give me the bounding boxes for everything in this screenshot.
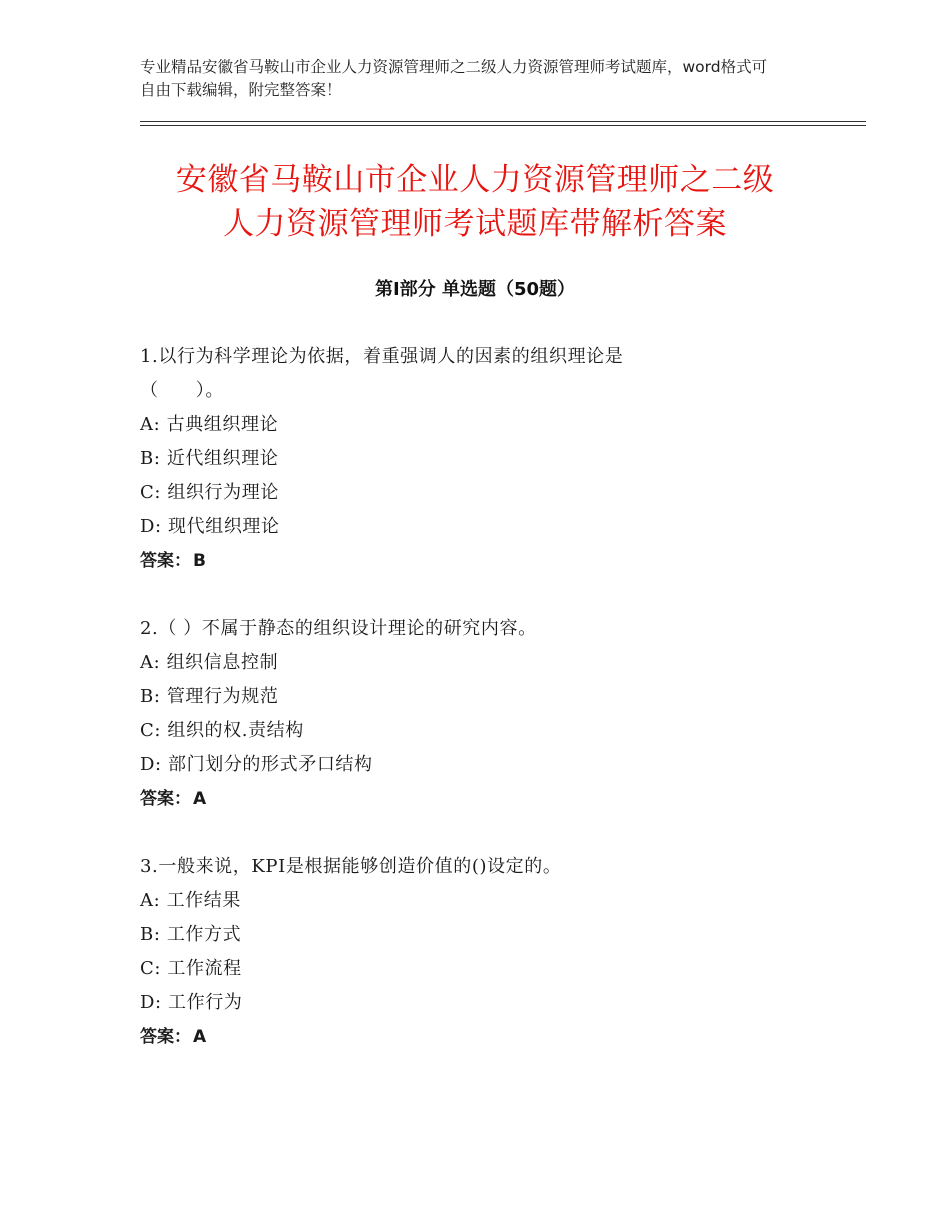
- question-list: [140, 340, 840, 1088]
- option-d: D: 部门划分的形式矛口结构: [140, 754, 373, 775]
- title-line-1: 安徽省马鞍山市企业人力资源管理师之二级: [175, 162, 775, 198]
- option-a: A: 工作结果: [140, 890, 241, 911]
- header-note: 专业精品安徽省马鞍山市企业人力资源管理师之二级人力资源管理师考试题库，word格式可自由下载编辑，附完整答案！: [140, 58, 768, 99]
- question-stem: 1.以行为科学理论为依据，着重强调人的因素的组织理论是: [140, 346, 624, 367]
- answer-value: A: [193, 1027, 207, 1047]
- question-stem-continued: （ ）。: [140, 380, 224, 401]
- document-title: [100, 158, 850, 246]
- title-line-2: 人力资源管理师考试题库带解析答案: [223, 206, 727, 242]
- answer-value: B: [193, 551, 206, 571]
- section-heading: 第Ⅰ部分 单选题（50题）: [374, 279, 575, 300]
- answer-label: 答案：: [140, 1027, 191, 1047]
- question-2: [140, 612, 840, 816]
- option-d: D: 工作行为: [140, 992, 243, 1013]
- answer-label: 答案：: [140, 551, 191, 571]
- option-c: C: 工作流程: [140, 958, 242, 979]
- option-c: C: 组织行为理论: [140, 482, 279, 503]
- option-c: C: 组织的权.责结构: [140, 720, 304, 741]
- question-stem: 3.一般来说，KPI是根据能够创造价值的()设定的。: [140, 856, 562, 877]
- option-a: A: 古典组织理论: [140, 414, 279, 435]
- option-a: A: 组织信息控制: [140, 652, 279, 673]
- option-d: D: 现代组织理论: [140, 516, 280, 537]
- option-b: B: 管理行为规范: [140, 686, 279, 707]
- option-b: B: 近代组织理论: [140, 448, 279, 469]
- answer-line: [140, 1020, 840, 1054]
- option-b: B: 工作方式: [140, 924, 242, 945]
- answer-value: A: [193, 789, 207, 809]
- header-divider: [140, 121, 866, 126]
- answer-label: 答案：: [140, 789, 191, 809]
- question-1: [140, 340, 840, 578]
- question-3: [140, 850, 840, 1054]
- answer-line: [140, 782, 840, 816]
- question-stem: 2.（ ）不属于静态的组织设计理论的研究内容。: [140, 618, 537, 639]
- answer-line: [140, 544, 840, 578]
